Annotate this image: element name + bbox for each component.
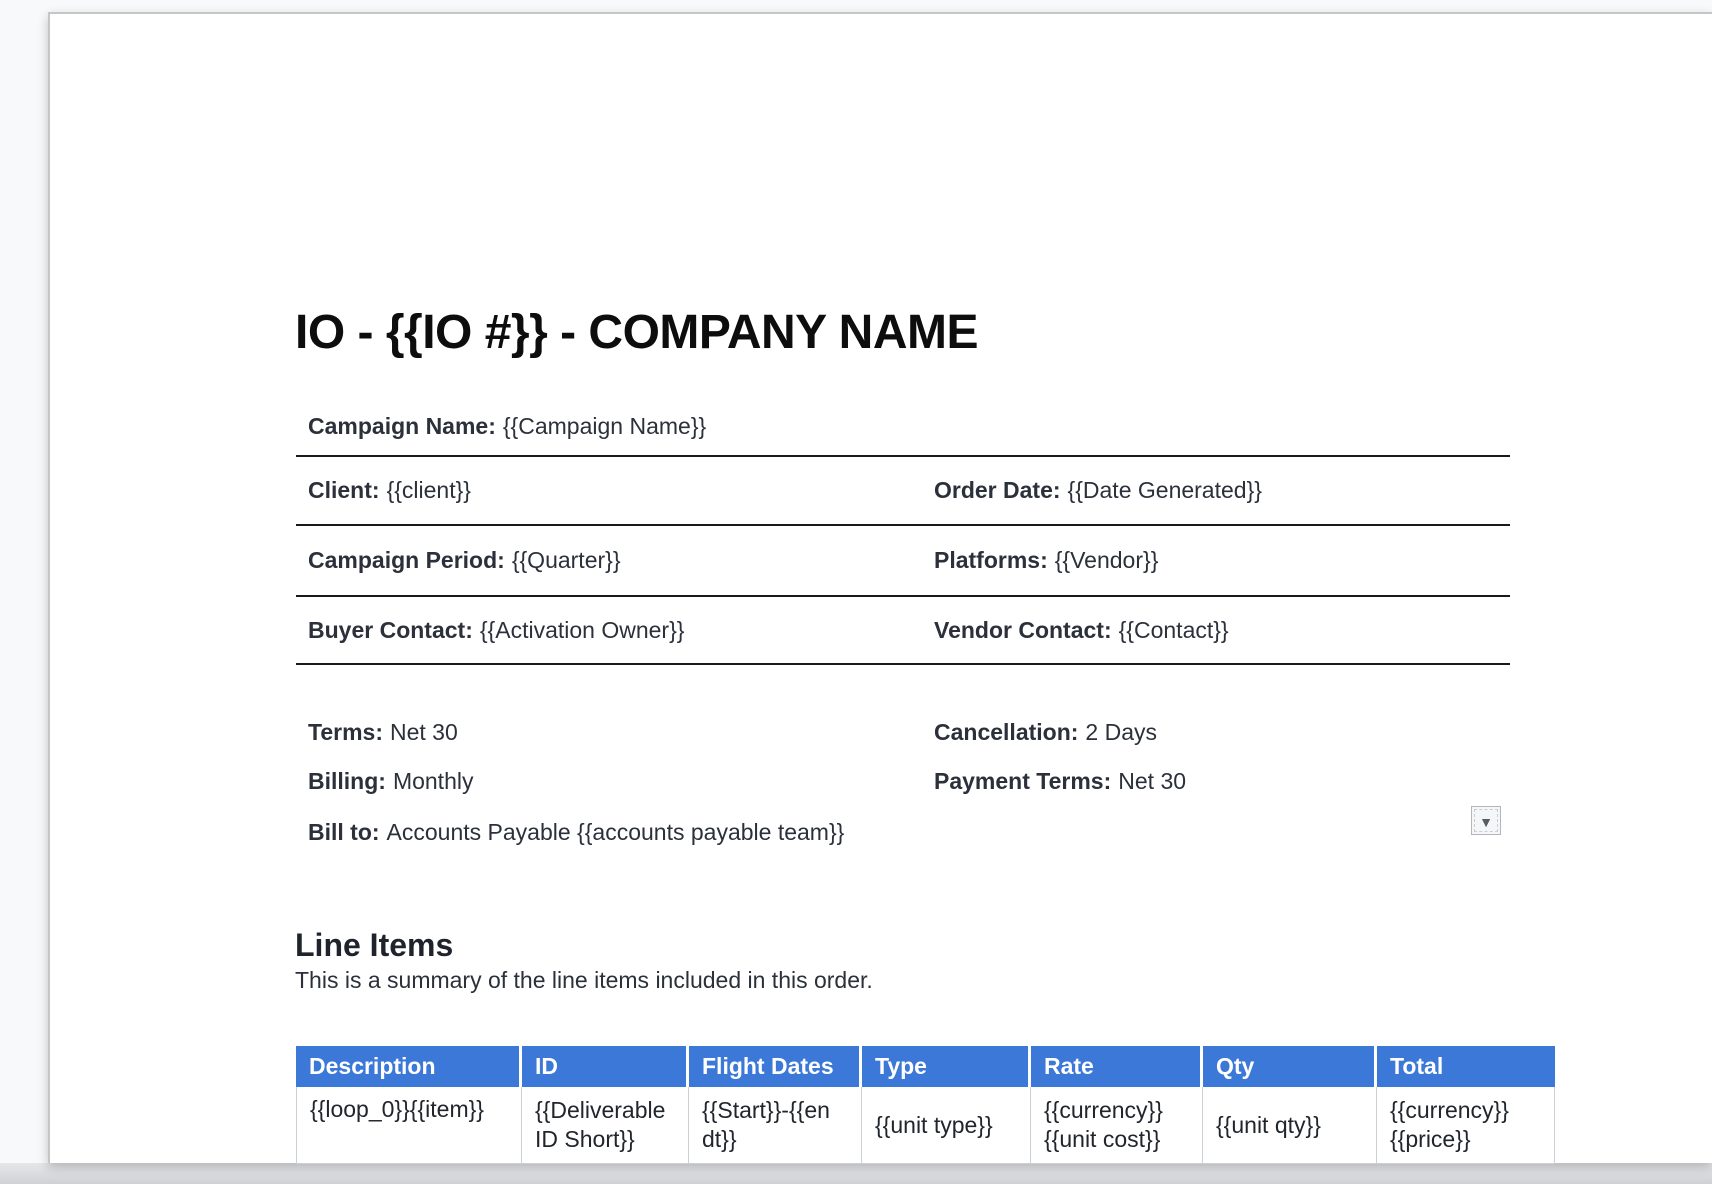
terms-row [308,718,1518,747]
cell-id: {{Deliverable ID Short}} [522,1087,689,1164]
platforms-value: {{Vendor}} [1054,547,1159,573]
buyer-contact-label: Buyer Contact: [308,616,473,643]
cell-qty: {{unit qty}} [1203,1087,1377,1164]
campaign-name-row [296,397,1510,456]
table-row [296,525,1510,596]
cell-type: {{unit type}} [862,1087,1031,1164]
terms-value: Net 30 [390,719,458,745]
cancellation-label: Cancellation: [934,719,1079,745]
col-header-type: Type [862,1046,1031,1087]
client-label: Client: [308,477,380,503]
document-title: IO - {{IO #}} - COMPANY NAME [295,306,978,359]
vendor-contact-cell [922,596,1510,664]
cancellation-item [934,718,1157,747]
dropdown-arrow-icon: ▼ [1479,813,1493,830]
viewport-bottom-strip [0,1163,1712,1184]
buyer-contact-cell [296,596,922,664]
billing-row [308,767,1518,796]
col-header-flight-dates: Flight Dates [689,1046,862,1087]
line-items-table [296,1046,1555,1164]
campaign-period-label: Campaign Period: [308,547,505,573]
col-header-total: Total [1377,1046,1555,1087]
platforms-cell [922,525,1510,596]
billing-value: Monthly [392,768,474,794]
campaign-name-cell [296,397,1510,456]
bill-to-row [308,818,1518,847]
cancellation-value: 2 Days [1085,719,1158,745]
client-cell [296,456,922,525]
campaign-period-value: {{Quarter}} [511,547,621,573]
cell-flight-dates: {{Start}}-{{en dt}} [689,1087,862,1164]
cell-rate: {{currency}}{{unit cost}} [1031,1087,1203,1164]
bill-to-value: Accounts Payable {{accounts payable team}} [386,819,845,845]
payment-terms-item [934,767,1186,796]
line-items-header-row [296,1046,1555,1087]
cell-description: {{loop_0}}{{item}} [296,1087,522,1164]
terms-label: Terms: [308,719,383,745]
line-item-row [296,1087,1555,1164]
line-items-subtitle: This is a summary of the line items included in this order. [295,967,873,993]
campaign-period-cell [296,525,922,596]
col-header-id: ID [522,1046,689,1087]
buyer-contact-value: {{Activation Owner}} [479,616,685,643]
vendor-contact-label: Vendor Contact: [934,616,1112,643]
vendor-contact-value: {{Contact}} [1118,616,1229,643]
order-date-label: Order Date: [934,477,1061,503]
campaign-info-table [296,397,1510,665]
bill-to-label: Bill to: [308,819,380,845]
platforms-label: Platforms: [934,547,1048,573]
cell-total: {{currency}}{{price}} [1377,1087,1555,1164]
col-header-qty: Qty [1203,1046,1377,1087]
client-value: {{client}} [386,477,471,503]
col-header-description: Description [296,1046,522,1087]
table-options-dropdown-button[interactable] [1471,806,1501,835]
table-row [296,456,1510,525]
document-page [48,12,1712,1163]
order-date-value: {{Date Generated}} [1067,477,1262,503]
col-header-rate: Rate [1031,1046,1203,1087]
payment-terms-value: Net 30 [1118,768,1187,794]
campaign-name-label: Campaign Name: [308,412,496,439]
line-items-heading: Line Items [295,927,454,963]
payment-terms-label: Payment Terms: [934,768,1112,794]
table-row [296,596,1510,664]
order-date-cell [922,456,1510,525]
billing-label: Billing: [308,768,386,794]
campaign-name-value: {{Campaign Name}} [502,412,707,439]
